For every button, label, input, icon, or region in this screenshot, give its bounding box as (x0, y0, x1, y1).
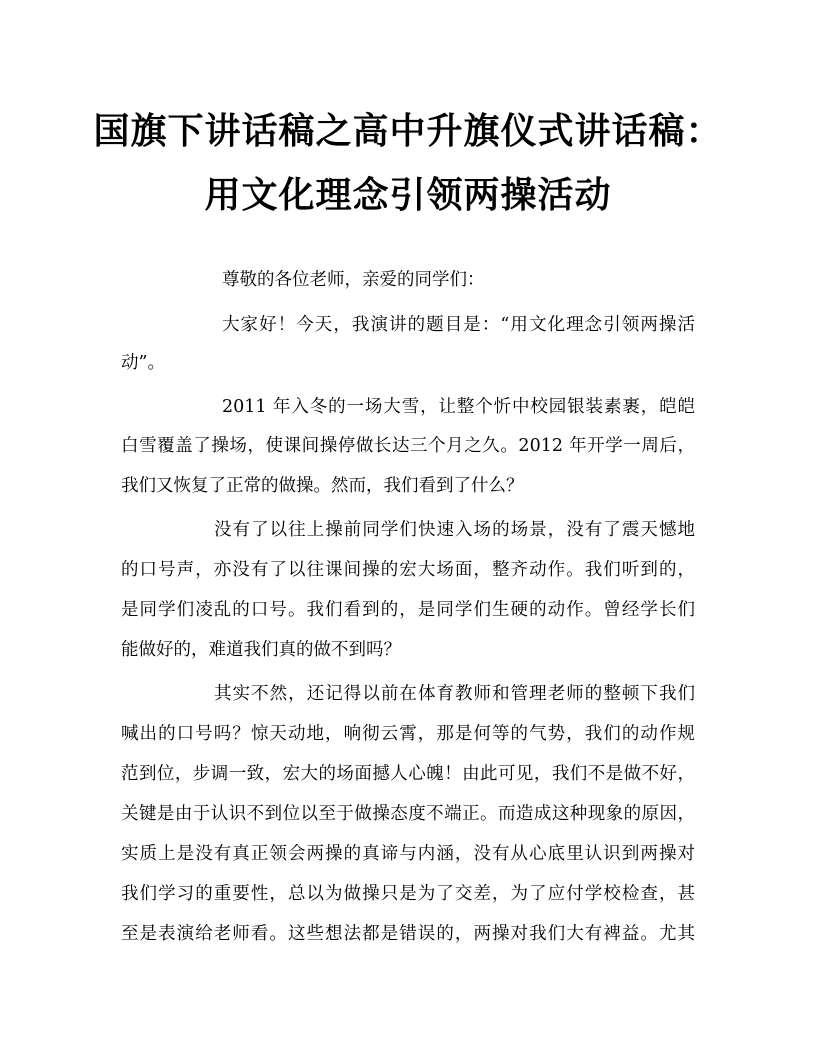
paragraph-line: 至是表演给老师看。这些想法都是错误的，两操对我们大有裨益。尤其 (121, 924, 695, 944)
paragraph-line: 其实不然，还记得以前在体育教师和管理老师的整顿下我们 (214, 684, 695, 704)
paragraph-line: 我们又恢复了正常的做操。然而，我们看到了什么？ (121, 476, 524, 496)
paragraph-line: 2011 年入冬的一场大雪，让整个忻中校园银装素裹，皑皑 (222, 397, 695, 417)
document-title-line-2: 用文化理念引领两操活动 (204, 175, 612, 216)
paragraph-line: 我们学习的重要性，总以为做操只是为了交差，为了应付学校检查，甚 (121, 884, 695, 904)
document-title-line-1: 国旗下讲话稿之高中升旗仪式讲话稿： (93, 111, 723, 152)
salutation: 尊敬的各位老师，亲爱的同学们： (222, 270, 485, 290)
paragraph-line: 喊出的口号吗？惊天动地，响彻云霄，那是何等的气势，我们的动作规 (121, 724, 695, 744)
paragraph-line: 白雪覆盖了操场，使课间操停做长达三个月之久。2012 年开学一周后， (121, 436, 695, 456)
paragraph-line: 是同学们凌乱的口号。我们看到的，是同学们生硬的动作。曾经学长们 (121, 600, 695, 620)
paragraph-line: 实质上是没有真正领会两操的真谛与内涵，没有从心底里认识到两操对 (121, 844, 695, 864)
paragraph-line: 关键是由于认识不到位以至于做操态度不端正。而造成这种现象的原因， (121, 804, 695, 824)
paragraph-line: 大家好！今天，我演讲的题目是：“用文化理念引领两操活 (222, 315, 695, 335)
paragraph-line: 能做好的，难道我们真的做不到吗？ (121, 640, 401, 660)
paragraph-line: 动”。 (121, 353, 165, 373)
paragraph-line: 没有了以往上操前同学们快速入场的场景，没有了震天憾地 (214, 520, 695, 540)
paragraph-line: 的口号声，亦没有了以往课间操的宏大场面，整齐动作。我们听到的， (121, 560, 695, 580)
paragraph-line: 范到位，步调一致，宏大的场面撼人心魄！由此可见，我们不是做不好， (121, 764, 695, 784)
